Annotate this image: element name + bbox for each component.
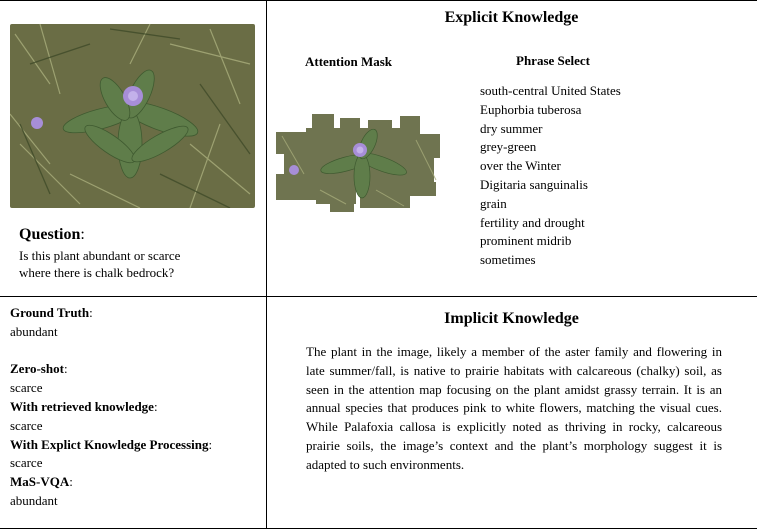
phrase-item: Digitaria sanguinalis (480, 176, 588, 192)
phrase-item: fertility and drought (480, 214, 585, 230)
implicit-knowledge-text: The plant in the image, likely a member of the aster family and flowering in late summer/fall, is native to prairie habitats with calcareous (chalky) soil, as seen in the attention map focusing on the plant amidst grassy terrain. It is an annual species that produces pink to white flowers, matching the visual cues. While Palafoxia callosa is explicitly noted as thriving in rocky, calcareous prairie soils, the image’s context and the plant’s morphology suggest it is adapted to such environments. (306, 344, 722, 472)
answer-value: scarce (10, 455, 43, 471)
bottom-border (0, 528, 757, 529)
question-text: Is this plant abundant or scarce where there is chalk bedrock? (19, 248, 181, 280)
answer-label: With retrieved knowledge: (10, 398, 158, 414)
phrase-item: over the Winter (480, 158, 561, 174)
attention-mask-image (276, 114, 444, 214)
phrase-select-label: Phrase Select (516, 53, 591, 68)
phrase-item: prominent midrib (480, 233, 572, 249)
answer-value: abundant (10, 492, 58, 508)
answer-value: scarce (10, 380, 43, 396)
top-border (0, 0, 757, 1)
answer-value: abundant (10, 323, 58, 339)
phrase-item: grain (480, 195, 507, 211)
answer-value: scarce (10, 417, 43, 433)
implicit-knowledge-title: Implicit Knowledge (444, 310, 579, 327)
phrase-item: dry summer (480, 120, 543, 136)
column-divider (266, 0, 267, 529)
phrase-item: sometimes (480, 252, 536, 268)
phrase-item: grey-green (480, 139, 537, 155)
phrase-item: Euphorbia tuberosa (480, 101, 582, 117)
plant-photo (10, 24, 255, 208)
answer-label: Zero-shot: (10, 361, 68, 377)
middle-border (0, 296, 757, 297)
question-heading: Question: (19, 226, 85, 243)
phrase-list (480, 82, 621, 270)
answers-panel (10, 304, 212, 511)
answer-label: With Explict Knowledge Processing: (10, 436, 213, 452)
attention-mask-label: Attention Mask (305, 54, 393, 69)
answer-label: Ground Truth: (10, 305, 93, 320)
answer-label: MaS-VQA: (10, 474, 73, 490)
explicit-knowledge-title: Explicit Knowledge (444, 9, 579, 26)
phrase-item: south-central United States (480, 83, 621, 98)
